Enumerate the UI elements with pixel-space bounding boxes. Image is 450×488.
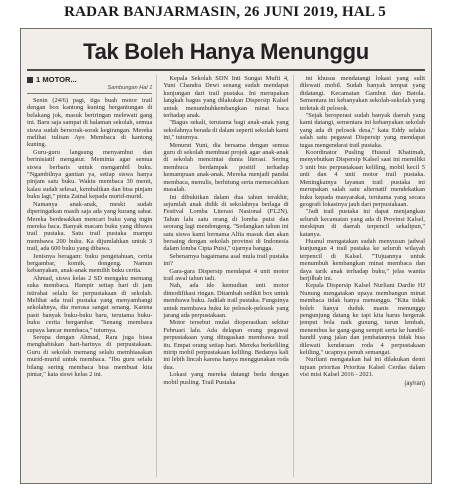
paragraph: Menurut Yuni, dia bersama dengan semua guru di sekolah membuat projek agar anak-anak di sekolah mencintai dunia literasi. Sering membuca berdampak positif terhadap kemampuan anak-anak. Mereka menjadi pandai membaca, menulis, berhitung serta memecahkan masalah. xyxy=(163,141,289,194)
article-byline: (ay/ran) xyxy=(404,380,425,387)
paragraph: Ini dibuktikan dalam dua tahun terakhir, sejumlah anak didik di sekolahnya berlaga di Festival Lomba Literasi Nasional (FL2N). Tahun lalu satu orang di lomba puisi dan seorang lagi mendongeng. "Sedangkan tahun ini satu siswa kami bernama Alfia masuk dan akan bersaing dengan sekolah provinsi di Indonesia dalam lomba Cipta Puisi," ujarnya bangga. xyxy=(163,193,289,253)
paragraph: Jenisnya beragam: buku pengetahuan, cerita bergambar, komik, dongeng. Namun kebanyakan, anak-anak memilih buku cerita. xyxy=(27,252,153,275)
article-headline: Tak Boleh Hanya Menunggu xyxy=(83,39,369,64)
masthead: RADAR BANJARMASIN, 26 JUNI 2019, HAL 5 xyxy=(64,4,386,20)
continued-label: 1 MOTOR... xyxy=(36,75,77,84)
paragraph: Koordinator Pusling Husnul Khatimah, menyebutkan Dispersip Kalsel saat ini memiliki 3 unit bus perpustakaan keliling, mobil kecil 5 unit dan 4 unit motor trail pustaka. Meningkatnya layanan trail pustaka ini merupakan salah satu alternatif mendekatkan buku kepada masyarakat, terutama yang secara geografi lokasinya jauh dari perpustakaan. xyxy=(299,149,425,208)
paragraph: Lokasi yang mereka datangi beda dengan mobil pusling. Trail Pustaka xyxy=(163,371,289,386)
paragraph: Husnul mengatakan sudah menyusun jadwal kunjungan 4 trail pustaka ke seluruh wilayah terpencil di Kalsel. "Tujuannya untuk menumbuh kembangkan minat membaca dan daya tarik anak terhadap buku," jelas wanita berjilbab ini. xyxy=(299,237,425,282)
article-body xyxy=(27,75,425,477)
continued-from: Sambungan Hal 1 xyxy=(27,85,152,94)
paragraph: "Bagus sekali, terutama bagi anak-anak yang sekolahnya berada di dalam seperti sekolah kami ini," tuturnya. xyxy=(163,119,289,142)
paragraph: Nurliani mengatakan hal ini dilakukan demi tujuan prioritas Prioritas Kalsel Cerdas dalam visi misi Kalsel 2016 - 2021. xyxy=(299,356,425,379)
paragraph: Namanya anak-anak, meski sudah diperingatkan masih saja ada yang kurang sabar. Mereka berdesakkan mencari buku yang ingin mereka baca. Banyak macam buku yang dibawa trail pustaka. Satu trail pustaka mampu membawa 200 buku. Ka dijumlahkan untuk 3 trail, ada 600 buku yang dibawa. xyxy=(27,200,153,253)
paragraph: Guru-guru langsung menyambut dan berinisiatif mengatur. Meminta agar semua siswa berbaris untuk mengambil buku. "Ngambilnya gantian ya, setiap siswa hanya pinjam satu buku. Waktu membaca 30 menit, kalau sudah selesai, kembalikan dan bisa pinjam buku lagi," pinta Zainal kepada murid-murid. xyxy=(27,148,153,201)
paragraph: "Sejak beroperasi sudah banyak daerah yang kami datangi, sementara ini kebanyakan sekolah yang ada di pelosok desa," kata Eddy selaku salah satu pegawai Dispersip yang mendapat tugas mengendarai trail pustaka. xyxy=(299,112,425,149)
paragraph: Sebenarnya bagaimana asal mula trail pustaka ini? xyxy=(163,252,289,268)
paragraph: ini khusus mendatangi lokasi yang sulit dilewati mobil. Sudah banyak tempat yang didatangi. Kecamatan Gambut dan Batola. Sementara ini kebanyakan sekolah-sekolah yang terletak di pelosok. xyxy=(299,75,425,112)
article-column-1 xyxy=(27,75,157,477)
paragraph: Senin (24/6) pagi, tiga buah motor trail dengan box kantong kuning bergantungan di belakang jok, masuk beriringan melewati gang ini. Baru saja sampai di halaman sekolah, semua siswa sudah bersorak-sorak kegirangan. Mereka melihat tulisan Ayo Membaca di kantong kuning. xyxy=(27,97,153,149)
paragraph: Motor tersebut mulai dioperasikan sekitar Februari lalu. Ada delapan orang pegawai perpustakaan yang ditugaskan membawa trail itu. Empat orang setiap hari. Mereka berkeliling mirip mobil perpustakaan keliling. Bedanya kali ini lebih lincah karena hanya menggunakan roda dua. xyxy=(163,319,289,371)
paragraph: Gara-gara Dispersip mendapat 4 unit motor trail awal tahun tadi. xyxy=(163,267,289,282)
article-column-2 xyxy=(163,75,293,477)
rubric-square-icon xyxy=(27,77,33,83)
newspaper-clipping xyxy=(20,28,432,484)
headline-divider xyxy=(27,69,425,71)
paragraph: "Jadi trail pustaka ini dapat menjangkau seluruh kecamatan yang ada di Provinsi Kalsel, meskipun di daerah terpencil sekalipun," katanya. xyxy=(299,208,425,238)
paragraph: Kepala Dispersip Kalsel Nurliani Dardie HJ Nunung mengatakan upaya membangun minat membaca tidak hanya menunggu. "Kita tidak boleh hanya duduk manis menunggu pengunjung datang ke tapi kita harus bergerak jemput bola naik gunung, turun lembah, menembus ke gang-gang sempit serta ke handil-handil yang jalan dan jembatannya tidak bisa dilewati kendaraan roda 4 perpustakaan keliling," ucapnya penuh semangat. xyxy=(299,282,425,357)
paragraph: Nah, ada ide kemudian unit motor dimodifikasi ringan. Ditambah sedikit box untuk membawa buku. Jadilah trail pustaka. Fungsinya untuk membawa buku ke pelosok-pelosok yang jarang ada perpustakaan. xyxy=(163,282,289,319)
article-column-3 xyxy=(300,75,425,477)
paragraph: Serupa dengan Ahmad, Rara juga biasa menghabiskan hari-harinya di perpustakaan. Guru di sekolah memang selalu membiasakan murid-murid untuk membaca. "Ibu guru selalu bilang sering membaca bisa membuat kita pintar," kata siswi kelas 2 ini. xyxy=(27,334,153,379)
continued-rubric xyxy=(27,75,152,84)
paragraph: Ahmad, siswa kelas 2 SD mengaku memang suka membaca. Hampir setiap hari di jam istirahat selalu ke perpustakaan di sekolah. Melihat ada trail pustaka yang menyambangi sekolahnya, dia merasa sangat senang. Karena pasti banyak buku-buku baru, terutama buku-buku cerita bergambar. "Senang membaca supaya lancar membaca," tuturnya. xyxy=(27,274,153,334)
paragraph: Kepala Sekolah SDN Inti Sungai Mufti 4, Yuni Chandra Dewi senang sudah mendapat kunjungan dari trail pustaka. Ini merupakan langkah bagus yang dilakukan Dispersip Kalsel untuk menumbuhkembangkan minat baca terhadap anak. xyxy=(163,75,289,120)
